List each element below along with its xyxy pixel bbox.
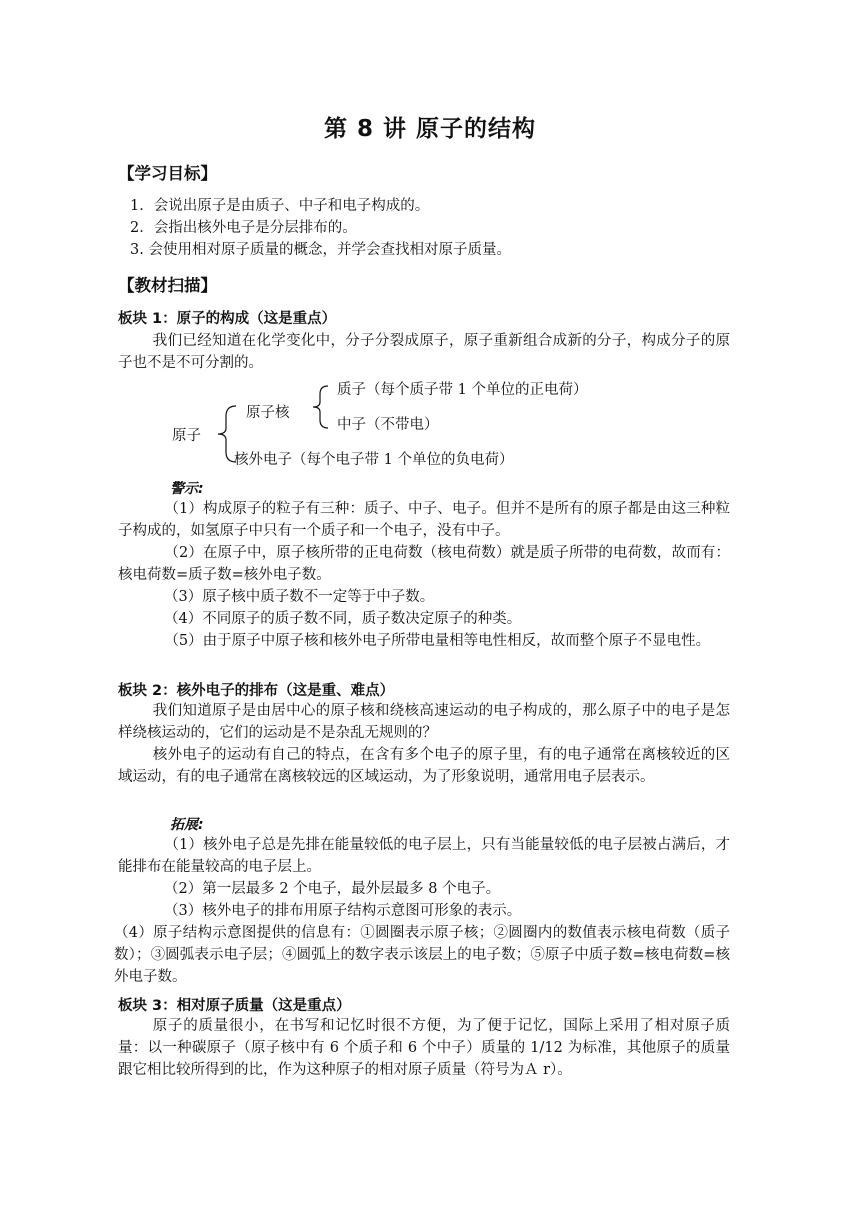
warning-note: （1）构成原子的粒子有三种：质子、中子、电子。但并不是所有的原子都是由这三种粒子构成的，如氢原子中只有一个质子和一个电子，没有中子。 xyxy=(118,501,730,539)
block3-paragraph: 原子的质量很小，在书写和记忆时很不方便，为了便于记忆，国际上采用了相对原子质量：以一种碳原子（原子核中有 6 个质子和 6 个中子）质量的 1/12 为标准，其他原子的质量跟它相比较所得到的比，作为这种原子的相对原子质量（符号为Ａ r）。 xyxy=(118,1018,730,1078)
block2-paragraph: 核外电子的运动有自己的特点，在含有多个电子的原子里，有的电子通常在离核较近的区域运动，有的电子通常在离核较远的区域运动，为了形象说明，通常用电子层表示。 xyxy=(118,747,730,785)
extension-note: （2）第一层最多 2 个电子，最外层最多 8 个电子。 xyxy=(164,881,501,897)
block2-heading: 板块 2：核外电子的排布（这是重、难点） xyxy=(118,683,395,699)
label-nucleus: 原子核 xyxy=(246,405,290,421)
warning-note: （4）不同原子的质子数不同，质子数决定原子的种类。 xyxy=(164,611,522,627)
label-proton: 质子（每个质子带 1 个单位的正电荷） xyxy=(337,382,588,398)
block3-heading: 板块 3：相对原子质量（这是重点） xyxy=(118,998,351,1014)
warning-note: （2）在原子中，原子核所带的正电荷数（核电荷数）就是质子所带的电荷数，故而有：核电荷数=质子数=核外电子数。 xyxy=(118,545,730,583)
warning-note: （3）原子核中质子数不一定等于中子数。 xyxy=(164,589,435,605)
objective-item: 3. 会使用相对原子质量的概念，并学会查找相对原子质量。 xyxy=(130,242,511,258)
label-atom: 原子 xyxy=(172,428,201,444)
objective-item: 1．会说出原子是由质子、中子和电子构成的。 xyxy=(130,198,430,214)
extension-note: （3）核外电子的排布用原子结构示意图可形象的表示。 xyxy=(164,903,522,919)
block1-intro: 我们已经知道在化学变化中，分子分裂成原子，原子重新组合成新的分子，构成分子的原子也不是不可分割的。 xyxy=(118,333,730,371)
warning-label: 警示: xyxy=(170,481,204,497)
extension-label: 拓展: xyxy=(170,817,204,833)
warning-note: （5）由于原子中原子核和核外电子所带电量相等电性相反，故而整个原子不显电性。 xyxy=(164,633,711,649)
label-neutron: 中子（不带电） xyxy=(337,417,439,433)
label-electron: 核外电子（每个电子带 1 个单位的负电荷） xyxy=(234,452,514,468)
scan-heading: 【教材扫描】 xyxy=(118,276,217,295)
block1-heading: 板块 1：原子的构成（这是重点） xyxy=(118,311,337,327)
extension-note: （1）核外电子总是先排在能量较低的电子层上，只有当能量较低的电子层被占满后，才能排布在能量较高的电子层上。 xyxy=(118,837,730,875)
nucleus-brace xyxy=(310,384,332,430)
objective-item: 2．会指出核外电子是分层排布的。 xyxy=(130,220,357,236)
objectives-heading: 【学习目标】 xyxy=(118,164,217,183)
page-title: 第 8 讲 原子的结构 xyxy=(323,116,537,142)
extension-note: （4）原子结构示意图提供的信息有：①圆圈表示原子核；②圆圈内的数值表示核电荷数（质子数）；③圆弧表示电子层；④圆弧上的数字表示该层上的电子数；⑤原子中质子数=核电荷数=核外电子数。 xyxy=(114,925,730,985)
block2-paragraph: 我们知道原子是由居中心的原子核和绕核高速运动的电子构成的，那么原子中的电子是怎样绕核运动的，它们的运动是不是杂乱无规则的？ xyxy=(118,703,730,741)
